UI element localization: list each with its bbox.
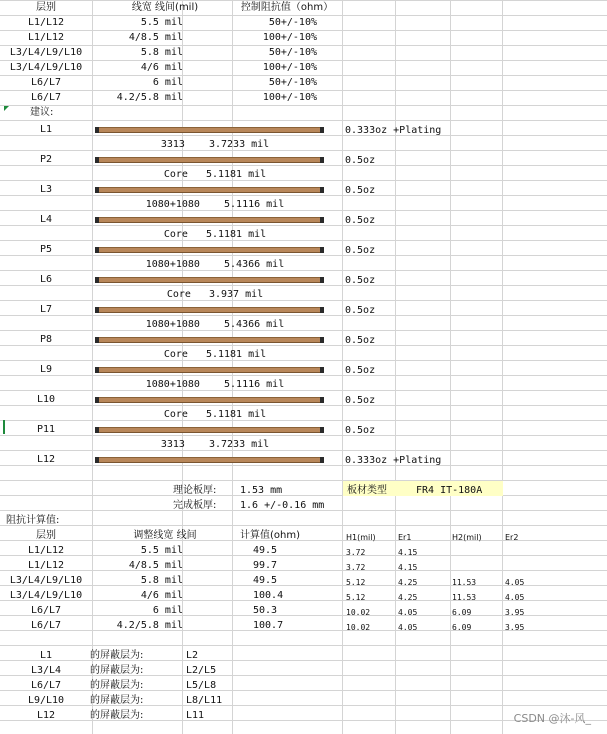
- dielectric-label: 1080+1080 5.4366 mil: [145, 259, 285, 270]
- calc-er2: 3.95: [505, 608, 525, 617]
- calc-value: 49.5: [253, 545, 278, 556]
- dielectric-label: 1080+1080 5.1116 mil: [145, 379, 285, 390]
- calc-h1: 3.72: [346, 563, 366, 572]
- shield-layer: L3/L4: [30, 665, 62, 676]
- cell-marker-icon: [4, 106, 9, 111]
- finish-thickness-value: 1.6 +/-0.16 mm: [240, 500, 325, 511]
- shield-label: 的屏蔽层为:: [90, 680, 144, 691]
- shield-layer: L12: [36, 710, 56, 721]
- calc-er2: 3.95: [505, 623, 525, 632]
- calc-h2: 6.09: [452, 608, 472, 617]
- calc-er1: 4.15: [398, 548, 418, 557]
- suggest-label: 建议:: [30, 107, 54, 118]
- spec-impedance: 100+/-10%: [262, 92, 317, 103]
- spec-impedance: 50+/-10%: [268, 17, 317, 28]
- copper-weight: 0.5oz: [345, 395, 376, 406]
- theory-thickness-value: 1.53 mm: [240, 485, 283, 496]
- copper-layer-bar: [96, 307, 323, 313]
- calc-layer: L6/L7: [30, 605, 62, 616]
- stack-layer-name: L1: [39, 124, 53, 135]
- material-label: 板材类型: [347, 485, 387, 496]
- shield-layer: L1: [39, 650, 53, 661]
- dielectric-label: 3313 3.7233 mil: [160, 139, 270, 150]
- calc-value: 100.7: [253, 620, 284, 631]
- stack-layer-name: L7: [39, 304, 53, 315]
- spec-width: 6 mil: [152, 77, 183, 88]
- calc-h1: 10.02: [346, 623, 371, 632]
- copper-weight: 0.333oz +Plating: [345, 125, 442, 136]
- shield-label: 的屏蔽层为:: [90, 650, 144, 661]
- copper-weight: 0.5oz: [345, 215, 376, 226]
- stack-layer-name: L6: [39, 274, 53, 285]
- spec-impedance: 100+/-10%: [262, 62, 317, 73]
- copper-weight: 0.5oz: [345, 155, 376, 166]
- calc-layer: L3/L4/L9/L10: [9, 575, 83, 586]
- stack-layer-name: L4: [39, 214, 53, 225]
- dielectric-label: 1080+1080 5.1116 mil: [145, 199, 285, 210]
- material-value: FR4 IT-180A: [416, 485, 483, 496]
- dielectric-label: Core 5.1181 mil: [163, 169, 267, 180]
- copper-weight: 0.5oz: [345, 185, 376, 196]
- calc-value: 99.7: [253, 560, 278, 571]
- copper-layer-bar: [96, 397, 323, 403]
- calc-h1: 10.02: [346, 608, 371, 617]
- shield-label: 的屏蔽层为:: [90, 710, 144, 721]
- calc-h2: 11.53: [452, 578, 477, 587]
- dielectric-label: Core 5.1181 mil: [163, 409, 267, 420]
- spec-layer: L6/L7: [30, 77, 62, 88]
- shield-reference: L2: [186, 650, 199, 661]
- copper-weight: 0.5oz: [345, 305, 376, 316]
- copper-layer-bar: [96, 217, 323, 223]
- copper-layer-bar: [96, 427, 323, 433]
- spec-width: 4.2/5.8 mil: [116, 92, 183, 103]
- dielectric-label: Core 3.937 mil: [166, 289, 264, 300]
- calc-er1: 4.25: [398, 593, 418, 602]
- spec-width: 5.8 mil: [140, 47, 183, 58]
- dielectric-label: 1080+1080 5.4366 mil: [145, 319, 285, 330]
- stack-layer-name: L12: [36, 454, 56, 465]
- copper-layer-bar: [96, 247, 323, 253]
- shield-reference: L11: [186, 710, 205, 721]
- header-impedance: 控制阻抗值（ohm）: [240, 2, 334, 13]
- calc-width: 4.2/5.8 mil: [116, 620, 183, 631]
- copper-weight: 0.5oz: [345, 335, 376, 346]
- header-layer: 层别: [36, 2, 56, 13]
- calc-header-value: 计算值(ohm): [240, 530, 300, 541]
- calc-h1: 5.12: [346, 578, 366, 587]
- shield-label: 的屏蔽层为:: [90, 665, 144, 676]
- calc-h2: 6.09: [452, 623, 472, 632]
- calc-title: 阻抗计算值:: [6, 515, 60, 526]
- dielectric-label: 3313 3.7233 mil: [160, 439, 270, 450]
- theory-thickness-label: 理论板厚:: [173, 485, 217, 496]
- shield-label: 的屏蔽层为:: [90, 695, 144, 706]
- calc-header-adjust: 调整线宽 线间: [133, 530, 197, 541]
- calc-er1: 4.05: [398, 608, 418, 617]
- copper-layer-bar: [96, 187, 323, 193]
- spec-layer: L3/L4/L9/L10: [9, 62, 83, 73]
- calc-er1: 4.05: [398, 623, 418, 632]
- copper-layer-bar: [96, 457, 323, 463]
- calc-h2: 11.53: [452, 593, 477, 602]
- copper-weight: 0.5oz: [345, 245, 376, 256]
- calc-width: 5.5 mil: [140, 545, 183, 556]
- calc-value: 50.3: [253, 605, 278, 616]
- calc-value: 49.5: [253, 575, 278, 586]
- copper-layer-bar: [96, 277, 323, 283]
- shield-layer: L6/L7: [30, 680, 62, 691]
- copper-layer-bar: [96, 157, 323, 163]
- stack-layer-name: P11: [36, 424, 56, 435]
- calc-width: 4/6 mil: [140, 590, 183, 601]
- calc-header-h1: H1(mil): [346, 533, 376, 542]
- calc-header-er1: Er1: [398, 533, 412, 542]
- shield-reference: L2/L5: [186, 665, 217, 676]
- copper-layer-bar: [96, 367, 323, 373]
- spec-width: 5.5 mil: [140, 17, 183, 28]
- calc-layer: L3/L4/L9/L10: [9, 590, 83, 601]
- calc-width: 6 mil: [152, 605, 183, 616]
- copper-layer-bar: [96, 127, 323, 133]
- finish-thickness-label: 完成板厚:: [173, 500, 217, 511]
- calc-value: 100.4: [253, 590, 284, 601]
- spec-layer: L1/L12: [27, 17, 65, 28]
- spec-width: 4/6 mil: [140, 62, 183, 73]
- calc-width: 4/8.5 mil: [128, 560, 183, 571]
- calc-layer: L1/L12: [27, 545, 65, 556]
- copper-weight: 0.5oz: [345, 425, 376, 436]
- calc-header-layer: 层别: [36, 530, 56, 541]
- calc-h1: 5.12: [346, 593, 366, 602]
- calc-er2: 4.05: [505, 593, 525, 602]
- spec-layer: L1/L12: [27, 32, 65, 43]
- calc-header-h2: H2(mil): [452, 533, 482, 542]
- copper-layer-bar: [96, 337, 323, 343]
- dielectric-label: Core 5.1181 mil: [163, 349, 267, 360]
- spec-layer: L3/L4/L9/L10: [9, 47, 83, 58]
- calc-header-er2: Er2: [505, 533, 519, 542]
- spec-impedance: 100+/-10%: [262, 32, 317, 43]
- dielectric-label: Core 5.1181 mil: [163, 229, 267, 240]
- calc-h1: 3.72: [346, 548, 366, 557]
- calc-layer: L1/L12: [27, 560, 65, 571]
- calc-er2: 4.05: [505, 578, 525, 587]
- spec-impedance: 50+/-10%: [268, 47, 317, 58]
- shield-reference: L5/L8: [186, 680, 217, 691]
- stack-layer-name: P8: [39, 334, 53, 345]
- spec-impedance: 50+/-10%: [268, 77, 317, 88]
- calc-er1: 4.25: [398, 578, 418, 587]
- shield-reference: L8/L11: [186, 695, 223, 706]
- stack-layer-name: L9: [39, 364, 53, 375]
- stack-layer-name: P2: [39, 154, 53, 165]
- stack-layer-name: P5: [39, 244, 53, 255]
- watermark: CSDN @沐-风_: [513, 712, 591, 725]
- stack-layer-name: L3: [39, 184, 53, 195]
- spec-width: 4/8.5 mil: [128, 32, 183, 43]
- cell-cursor-marker: [3, 420, 5, 434]
- copper-weight: 0.5oz: [345, 275, 376, 286]
- header-width-spacing: 线宽 线间(mil): [131, 2, 199, 13]
- calc-er1: 4.15: [398, 563, 418, 572]
- stack-layer-name: L10: [36, 394, 56, 405]
- calc-width: 5.8 mil: [140, 575, 183, 586]
- shield-layer: L9/L10: [27, 695, 65, 706]
- copper-weight: 0.333oz +Plating: [345, 455, 442, 466]
- calc-layer: L6/L7: [30, 620, 62, 631]
- spec-layer: L6/L7: [30, 92, 62, 103]
- copper-weight: 0.5oz: [345, 365, 376, 376]
